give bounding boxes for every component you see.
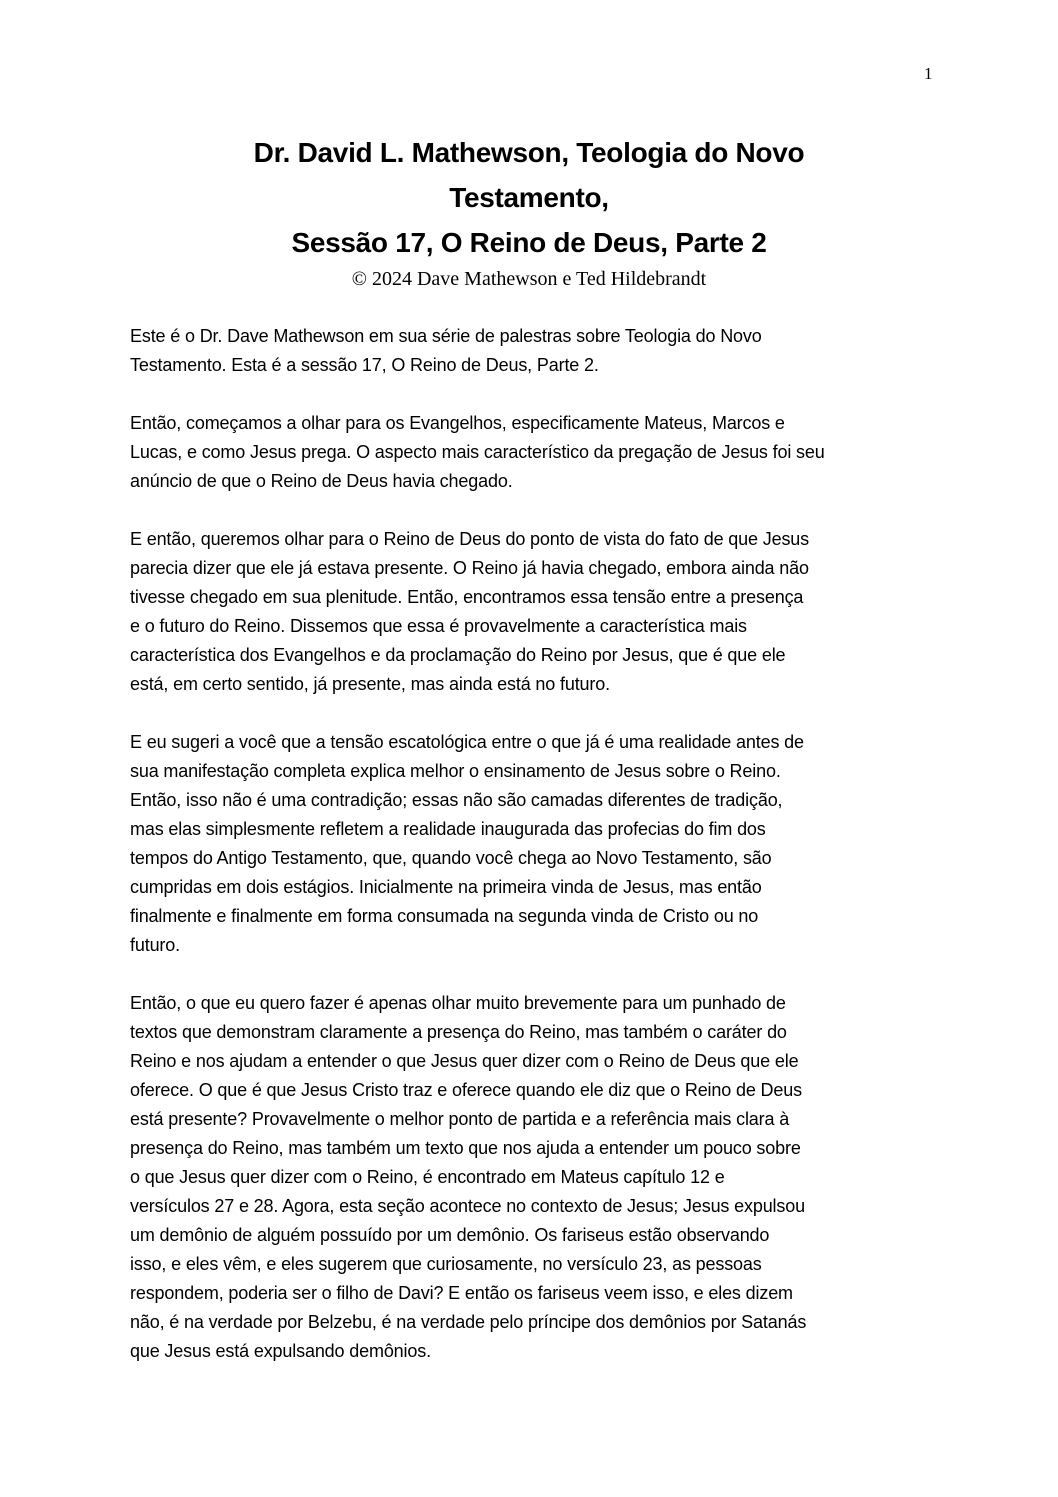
text-line: não, é na verdade por Belzebu, é na verdade pelo príncipe dos demônios por Satanás	[130, 1312, 807, 1332]
text-line: característica dos Evangelhos e da proclamação do Reino por Jesus, que é que ele	[130, 645, 786, 665]
text-line: E então, queremos olhar para o Reino de Deus do ponto de vista do fato de que Jesus	[130, 529, 810, 549]
paragraph	[130, 989, 950, 1366]
text-line: cumpridas em dois estágios. Inicialmente na primeira vinda de Jesus, mas então	[130, 877, 762, 897]
text-line: mas elas simplesmente refletem a realidade inaugurada das profecias do fim dos	[130, 819, 766, 839]
text-line: Testamento. Esta é a sessão 17, O Reino de Deus, Parte 2.	[130, 355, 599, 375]
text-line: futuro.	[130, 935, 180, 955]
text-line: parecia dizer que ele já estava presente. O Reino já havia chegado, embora ainda não	[130, 558, 809, 578]
text-line: E eu sugeri a você que a tensão escatológica entre o que já é uma realidade antes de	[130, 732, 804, 752]
text-line: está, em certo sentido, já presente, mas ainda está no futuro.	[130, 674, 610, 694]
text-line: respondem, poderia ser o filho de Davi? E então os fariseus veem isso, e eles dizem	[130, 1283, 793, 1303]
text-line: um demônio de alguém possuído por um demônio. Os fariseus estão observando	[130, 1225, 770, 1245]
text-line: Então, começamos a olhar para os Evangelhos, especificamente Mateus, Marcos e	[130, 413, 785, 433]
text-line: e o futuro do Reino. Dissemos que essa é provavelmente a característica mais	[130, 616, 747, 636]
paragraph	[130, 525, 950, 699]
text-line: Então, isso não é uma contradição; essas não são camadas diferentes de tradição,	[130, 790, 783, 810]
text-line: que Jesus está expulsando demônios.	[130, 1341, 431, 1361]
text-line: sua manifestação completa explica melhor o ensinamento de Jesus sobre o Reino.	[130, 761, 781, 781]
document-title	[0, 130, 1058, 265]
text-line: versículos 27 e 28. Agora, esta seção acontece no contexto de Jesus; Jesus expulsou	[130, 1196, 805, 1216]
text-line: Reino e nos ajudam a entender o que Jesus quer dizer com o Reino de Deus que ele	[130, 1051, 799, 1071]
title-line: Dr. David L. Mathewson, Teologia do Novo	[253, 137, 805, 168]
text-line: oferece. O que é que Jesus Cristo traz e oferece quando ele diz que o Reino de Deus	[130, 1080, 802, 1100]
paragraph	[130, 409, 950, 496]
text-line: presença do Reino, mas também um texto que nos ajuda a entender um pouco sobre	[130, 1138, 801, 1158]
copyright-notice: © 2024 Dave Mathewson e Ted Hildebrandt	[351, 268, 707, 290]
title-line: Testamento,	[449, 182, 609, 213]
text-line: finalmente e finalmente em forma consumada na segunda vinda de Cristo ou no	[130, 906, 759, 926]
document-body	[130, 322, 950, 1395]
text-line: Este é o Dr. Dave Mathewson em sua série de palestras sobre Teologia do Novo	[130, 326, 762, 346]
text-line: o que Jesus quer dizer com o Reino, é encontrado em Mateus capítulo 12 e	[130, 1167, 725, 1187]
text-line: está presente? Provavelmente o melhor ponto de partida e a referência mais clara à	[130, 1109, 790, 1129]
page-number: 1	[924, 64, 933, 83]
text-line: tempos do Antigo Testamento, que, quando você chega ao Novo Testamento, são	[130, 848, 772, 868]
paragraph	[130, 728, 950, 960]
text-line: Então, o que eu quero fazer é apenas olhar muito brevemente para um punhado de	[130, 993, 786, 1013]
text-line: tivesse chegado em sua plenitude. Então, encontramos essa tensão entre a presença	[130, 587, 804, 607]
text-line: isso, e eles vêm, e eles sugerem que curiosamente, no versículo 23, as pessoas	[130, 1254, 762, 1274]
title-line: Sessão 17, O Reino de Deus, Parte 2	[291, 227, 767, 258]
text-line: Lucas, e como Jesus prega. O aspecto mais característico da pregação de Jesus foi seu	[130, 442, 825, 462]
paragraph	[130, 322, 950, 380]
text-line: textos que demonstram claramente a presença do Reino, mas também o caráter do	[130, 1022, 787, 1042]
text-line: anúncio de que o Reino de Deus havia chegado.	[130, 471, 513, 491]
